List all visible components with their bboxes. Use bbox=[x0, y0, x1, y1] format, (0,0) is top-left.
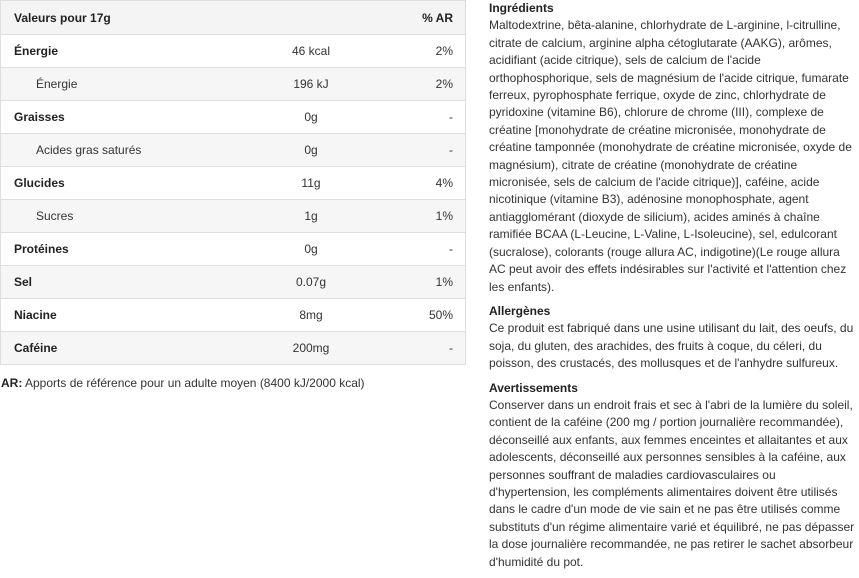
table-row bbox=[1, 67, 465, 100]
ar-note bbox=[1, 376, 365, 390]
table-row bbox=[1, 298, 465, 331]
ar-note-text: Apports de référence pour un adulte moyen (8400 kJ/2000 kcal) bbox=[22, 376, 365, 390]
row-name: Énergie bbox=[14, 44, 59, 58]
table-row bbox=[1, 265, 465, 298]
row-value: 0.07g bbox=[295, 275, 327, 289]
table-row bbox=[1, 100, 465, 133]
header-ar: % AR bbox=[422, 10, 453, 25]
row-ar: - bbox=[449, 143, 453, 157]
row-ar: 1% bbox=[435, 209, 453, 223]
row-name: Énergie bbox=[36, 77, 78, 91]
allergens-text: Ce produit est fabriqué dans une usine utilisant du lait, des oeufs, du soja, du gluten, des arachides, des fruits à coque, du céleri, du poisson, des crustacés, des mollusques et de l'anhydre sulfureux. bbox=[489, 321, 854, 371]
product-info-column bbox=[489, 0, 857, 578]
header-name: Valeurs pour 17g bbox=[14, 10, 111, 25]
row-value: 46 kcal bbox=[291, 44, 331, 58]
table-row bbox=[1, 34, 465, 67]
row-name: Sel bbox=[14, 275, 33, 289]
table-row bbox=[1, 232, 465, 265]
ingredients-section bbox=[489, 0, 857, 296]
table-row bbox=[1, 331, 465, 364]
row-value: 200mg bbox=[292, 341, 330, 355]
row-ar: 2% bbox=[435, 77, 453, 91]
ingredients-title: Ingrédients bbox=[489, 1, 554, 15]
warnings-section bbox=[489, 380, 857, 571]
row-value: 1g bbox=[304, 209, 318, 223]
row-name: Graisses bbox=[14, 110, 65, 124]
table-row bbox=[1, 166, 465, 199]
row-value: 0g bbox=[304, 143, 318, 157]
row-value: 196 kJ bbox=[293, 77, 329, 91]
row-ar: - bbox=[449, 242, 453, 256]
row-ar: 1% bbox=[435, 275, 453, 289]
table-header bbox=[1, 1, 465, 34]
warnings-title: Avertissements bbox=[489, 380, 578, 395]
row-value: 0g bbox=[304, 242, 318, 256]
allergens-title: Allergènes bbox=[489, 303, 551, 318]
ingredients-text: Maltodextrine, bêta-alanine, chlorhydrate de L-arginine, l-citrulline, citrate de calcium, arginine alpha cétoglutarate (AAKG), arômes, acidifiant (acide citrique), sels de calcium de l'acide orthophosphorique, sels de magnésium de l'acide citrique, fumarate ferreux, pyrophosphate ferrique, oxyde de zinc, chlorhydrate de pyridoxine (vitamine B6), chlorure de chrome (III), complexe de créatine [monohydrate de créatine micronisée, monohydrate de créatine tamponnée (monohydrate de créatine micronisée, oxyde de magnésium), citrate de créatine (monohydrate de créatine micronisée, sels de calcium de l'acide citrique)], caféine, acide nicotinique (vitamine B3), adénosine monophosphate, agent antiagglomérant (dioxyde de silicium), acides aminés à chaîne ramifiée BCAA (L-Leucine, L-Valine, L-Isoleucine), sel, edulcorant (sucralose), colorants (rouge allura AC, indigotine)(Le rouge allura AC peut avoir des effets indésirables sur l'activité et l'attention chez les enfants). bbox=[489, 18, 852, 294]
row-ar: 2% bbox=[435, 44, 453, 58]
row-name: Niacine bbox=[14, 308, 57, 322]
row-value: 11g bbox=[301, 176, 321, 190]
nutrition-table bbox=[0, 0, 466, 365]
row-name: Acides gras saturés bbox=[36, 143, 142, 157]
row-ar: - bbox=[449, 110, 453, 124]
warnings-text: Conserver dans un endroit frais et sec à l'abri de la lumière du soleil, contient de la caféine (200 mg / portion journalière recommandée), déconseillé aux enfants, aux femmes enceintes et allaitantes et aux adolescents, déconseillé aux personnes sensibles à la caféine, aux personnes souffrant de maladies cardiovasculaires ou d'hypertension, les compléments alimentaires doivent être utilisés dans le cadre d'un mode de vie sain et ne pas être utilisés comme substituts d'un régime alimentaire varié et équilibré, ne pas dépasser la dose journalière recommandée, ne pas retirer le sachet absorbeur d'humidité du pot. bbox=[489, 397, 855, 569]
row-value: 0g bbox=[304, 110, 318, 124]
row-name: Sucres bbox=[36, 209, 74, 223]
allergens-section bbox=[489, 303, 857, 373]
row-name: Caféine bbox=[14, 341, 58, 355]
ar-note-label: AR: bbox=[1, 376, 23, 390]
table-row bbox=[1, 199, 465, 232]
table-row bbox=[1, 133, 465, 166]
row-name: Glucides bbox=[14, 176, 65, 190]
row-ar: 4% bbox=[435, 176, 453, 190]
row-value: 8mg bbox=[299, 308, 323, 322]
row-ar: - bbox=[449, 341, 453, 355]
row-name: Protéines bbox=[14, 242, 69, 256]
row-ar: 50% bbox=[428, 308, 453, 322]
